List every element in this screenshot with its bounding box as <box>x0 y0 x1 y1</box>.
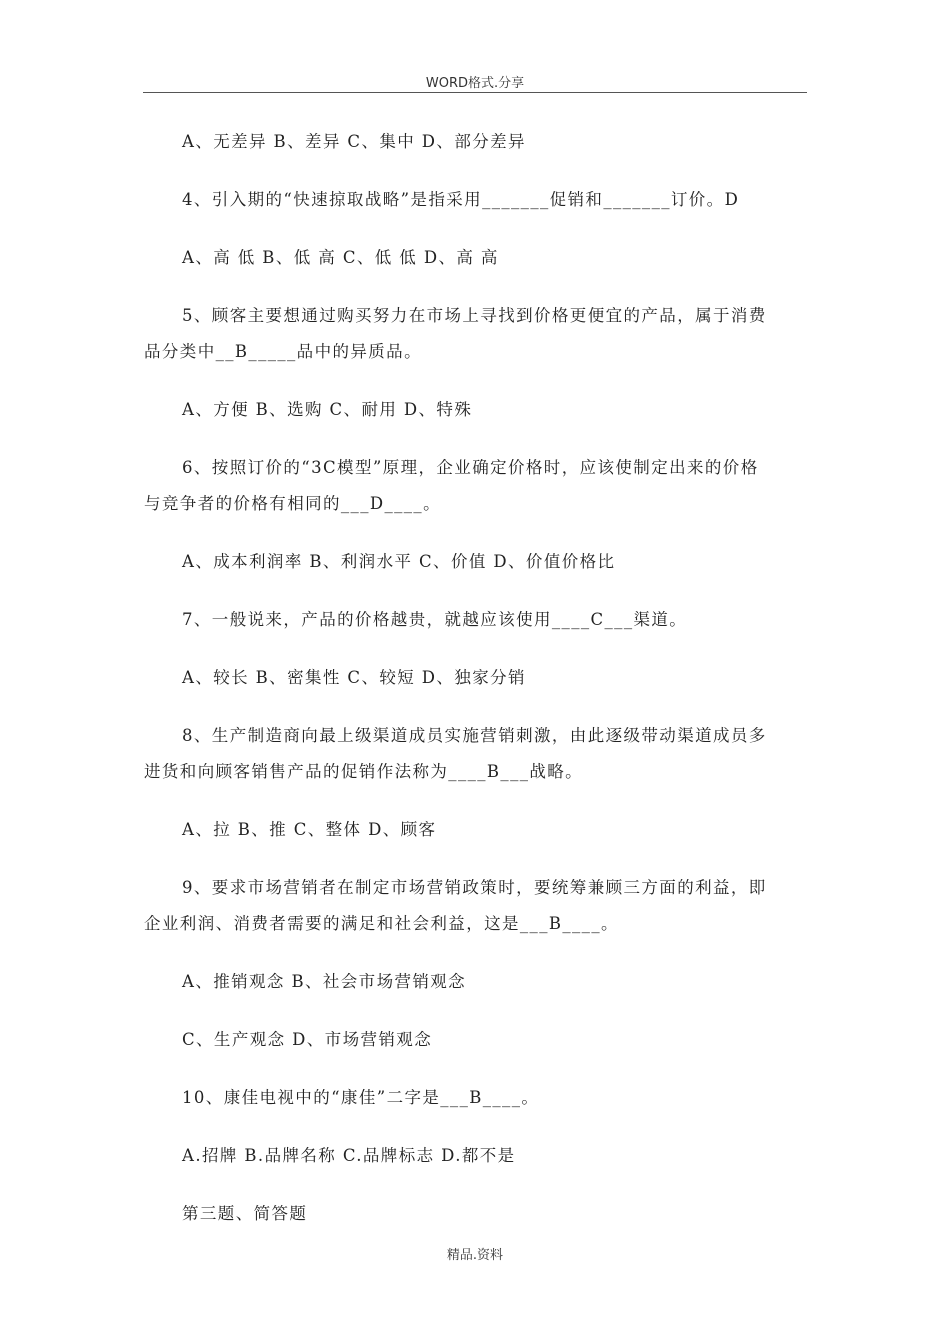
options-q9-line-1: A、推销观念 B、社会市场营销观念 <box>182 972 467 991</box>
question-7: 7、一般说来，产品的价格越贵，就越应该使用____C___渠道。 <box>182 610 688 629</box>
header-divider <box>143 92 807 93</box>
options-q3: A、无差异 B、差异 C、集中 D、部分差异 <box>182 132 526 151</box>
question-10: 10、康佳电视中的“康佳”二字是___B____。 <box>182 1088 540 1107</box>
question-5-line-2: 品分类中__B_____品中的异质品。 <box>144 342 422 361</box>
options-q5: A、方便 B、选购 C、耐用 D、特殊 <box>182 400 473 419</box>
options-q4: A、高 低 B、低 高 C、低 低 D、高 高 <box>182 248 499 267</box>
question-8-line-1: 8、生产制造商向最上级渠道成员实施营销刺激，由此逐级带动渠道成员多 <box>182 726 767 745</box>
question-6-line-2: 与竞争者的价格有相同的___D____。 <box>144 494 441 513</box>
options-q8: A、拉 B、推 C、整体 D、顾客 <box>182 820 437 839</box>
page-footer: 精品.资料 <box>446 1248 504 1263</box>
options-q6: A、成本利润率 B、利润水平 C、价值 D、价值价格比 <box>182 552 616 571</box>
question-4: 4、引入期的“快速掠取战略”是指采用_______促销和_______订价。D <box>182 190 740 209</box>
options-q7: A、较长 B、密集性 C、较短 D、独家分销 <box>182 668 526 687</box>
section-heading: 第三题、简答题 <box>182 1204 308 1223</box>
question-8-line-2: 进货和向顾客销售产品的促销作法称为____B___战略。 <box>144 762 584 781</box>
options-q9-line-2: C、生产观念 D、市场营销观念 <box>182 1030 433 1049</box>
options-q10: A.招牌 B.品牌名称 C.品牌标志 D.都不是 <box>182 1146 516 1165</box>
question-9-line-2: 企业利润、消费者需要的满足和社会利益，这是___B____。 <box>144 914 619 933</box>
question-5-line-1: 5、顾客主要想通过购买努力在市场上寻找到价格更便宜的产品，属于消费 <box>182 306 767 325</box>
question-6-line-1: 6、按照订价的“3C模型”原理，企业确定价格时，应该使制定出来的价格 <box>182 458 759 477</box>
page-header: WORD格式.分享 <box>425 76 525 91</box>
question-9-line-1: 9、要求市场营销者在制定市场营销政策时，要统筹兼顾三方面的利益，即 <box>182 878 767 897</box>
